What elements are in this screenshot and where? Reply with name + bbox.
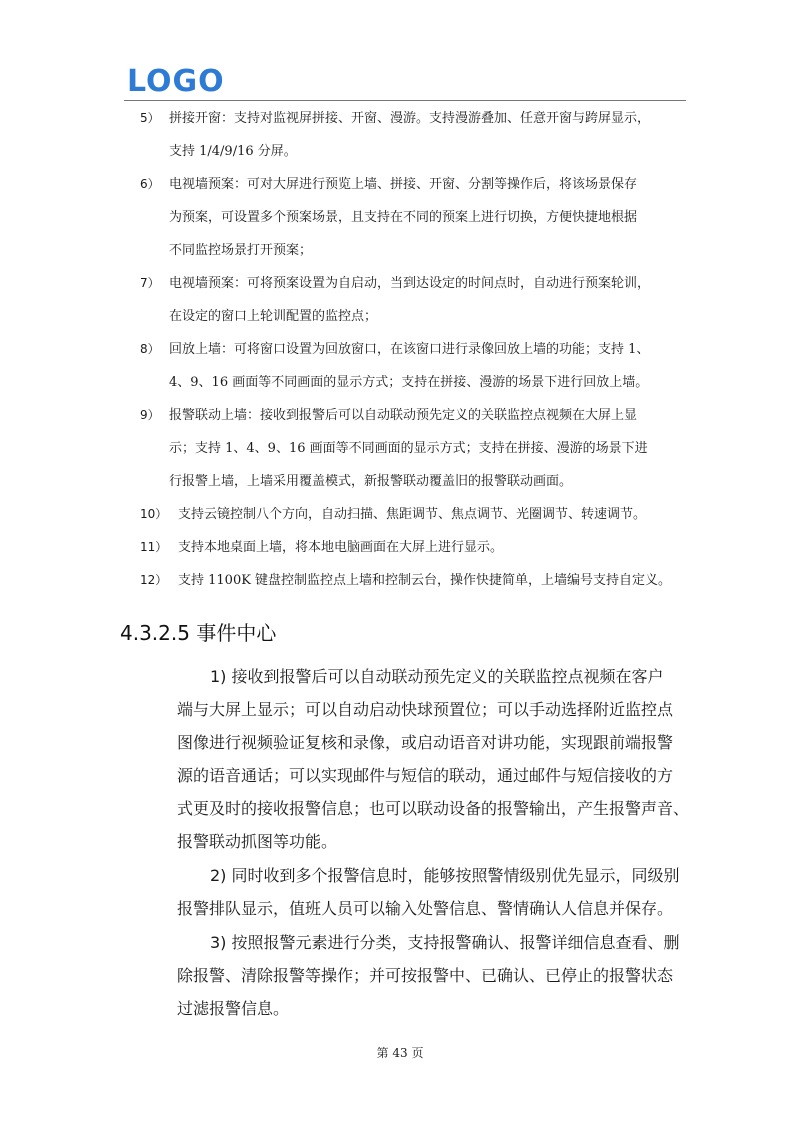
- list-number: 7）: [140, 276, 160, 290]
- list-number: 8）: [140, 342, 160, 356]
- paragraph-line: 式更及时的接收报警信息；也可以联动设备的报警输出，产生报警声音、: [177, 799, 690, 818]
- list-text: 支持 1100K 键盘控制监控点上墙和控制云台，操作快捷简单，上墙编号支持自定义。: [178, 573, 672, 588]
- list-text: 报警联动上墙：接收到报警后可以自动联动预先定义的关联监控点视频在大屏上显: [169, 408, 638, 423]
- list-number: 6）: [140, 177, 160, 191]
- paragraph-text: 接收到报警后可以自动联动预先定义的关联监控点视频在客户: [231, 667, 664, 686]
- list-text: 支持云镜控制八个方向，自动扫描、焦距调节、焦点调节、光圈调节、转速调节。: [178, 507, 647, 522]
- paragraph-text: 按照报警元素进行分类，支持报警确认、报警详细信息查看、删: [231, 933, 680, 952]
- paragraph-line: [210, 866, 680, 886]
- list-text: 行报警上墙，上墙采用覆盖模式，新报警联动覆盖旧的报警联动画面。: [169, 474, 573, 489]
- paragraph-line: 图像进行视频验证复核和录像，或启动语音对讲功能，实现跟前端报警: [177, 733, 674, 752]
- list-number: 10）: [140, 507, 168, 521]
- paragraph-line: 报警联动抓图等功能。: [177, 832, 338, 851]
- page-number: 第 43 页: [376, 1046, 424, 1060]
- list-text: 电视墙预案：可对大屏进行预览上墙、拼接、开窗、分割等操作后，将该场景保存: [169, 177, 638, 192]
- paragraph-number: 2): [210, 866, 227, 885]
- paragraph-line: 过滤报警信息。: [177, 999, 290, 1018]
- paragraph-line: 源的语音通话；可以实现邮件与短信的联动，通过邮件与短信接收的方: [177, 766, 674, 785]
- list-text: 不同监控场景打开预案；: [169, 243, 313, 258]
- list-text: 拼接开窗：支持对监视屏拼接、开窗、漫游。支持漫游叠加、任意开窗与跨屏显示，: [169, 111, 651, 126]
- section-heading: 4.3.2.5 事件中心: [120, 621, 277, 645]
- list-text: 为预案，可设置多个预案场景，且支持在不同的预案上进行切换，方便快捷地根据: [169, 210, 638, 225]
- paragraph-number: 1): [210, 667, 227, 686]
- list-number: 11）: [140, 540, 168, 554]
- logo: LOGO: [127, 64, 225, 99]
- list-text: 电视墙预案：可将预案设置为自启动，当到达设定的时间点时，自动进行预案轮训，: [169, 276, 651, 291]
- paragraph-line: [210, 933, 680, 953]
- paragraph-line: 报警排队显示，值班人员可以输入处警信息、警情确认人信息并保存。: [177, 899, 674, 918]
- list-number: 9）: [140, 408, 160, 422]
- list-text: 在设定的窗口上轮训配置的监控点；: [169, 309, 378, 324]
- paragraph-number: 3): [210, 933, 227, 952]
- paragraph-line: 除报警、清除报警等操作；并可按报警中、已确认、已停止的报警状态: [177, 966, 674, 985]
- paragraph-line: [210, 667, 664, 687]
- list-text: 支持本地桌面上墙，将本地电脑画面在大屏上进行显示。: [178, 540, 504, 555]
- paragraph-text: 同时收到多个报警信息时，能够按照警情级别优先显示，同级别: [231, 866, 680, 885]
- list-text: 支持 1/4/9/16 分屏。: [169, 144, 297, 159]
- header-divider: [124, 100, 686, 101]
- list-text: 回放上墙：可将窗口设置为回放窗口，在该窗口进行录像回放上墙的功能；支持 1、: [169, 342, 650, 357]
- list-number: 12）: [140, 573, 168, 587]
- paragraph-line: 端与大屏上显示；可以自动启动快球预置位；可以手动选择附近监控点: [177, 700, 674, 719]
- list-number: 5）: [140, 111, 160, 125]
- list-text: 示；支持 1、4、9、16 画面等不同画面的显示方式；支持在拼接、漫游的场景下进: [169, 441, 648, 456]
- list-text: 4、9、16 画面等不同画面的显示方式；支持在拼接、漫游的场景下进行回放上墙。: [169, 375, 649, 390]
